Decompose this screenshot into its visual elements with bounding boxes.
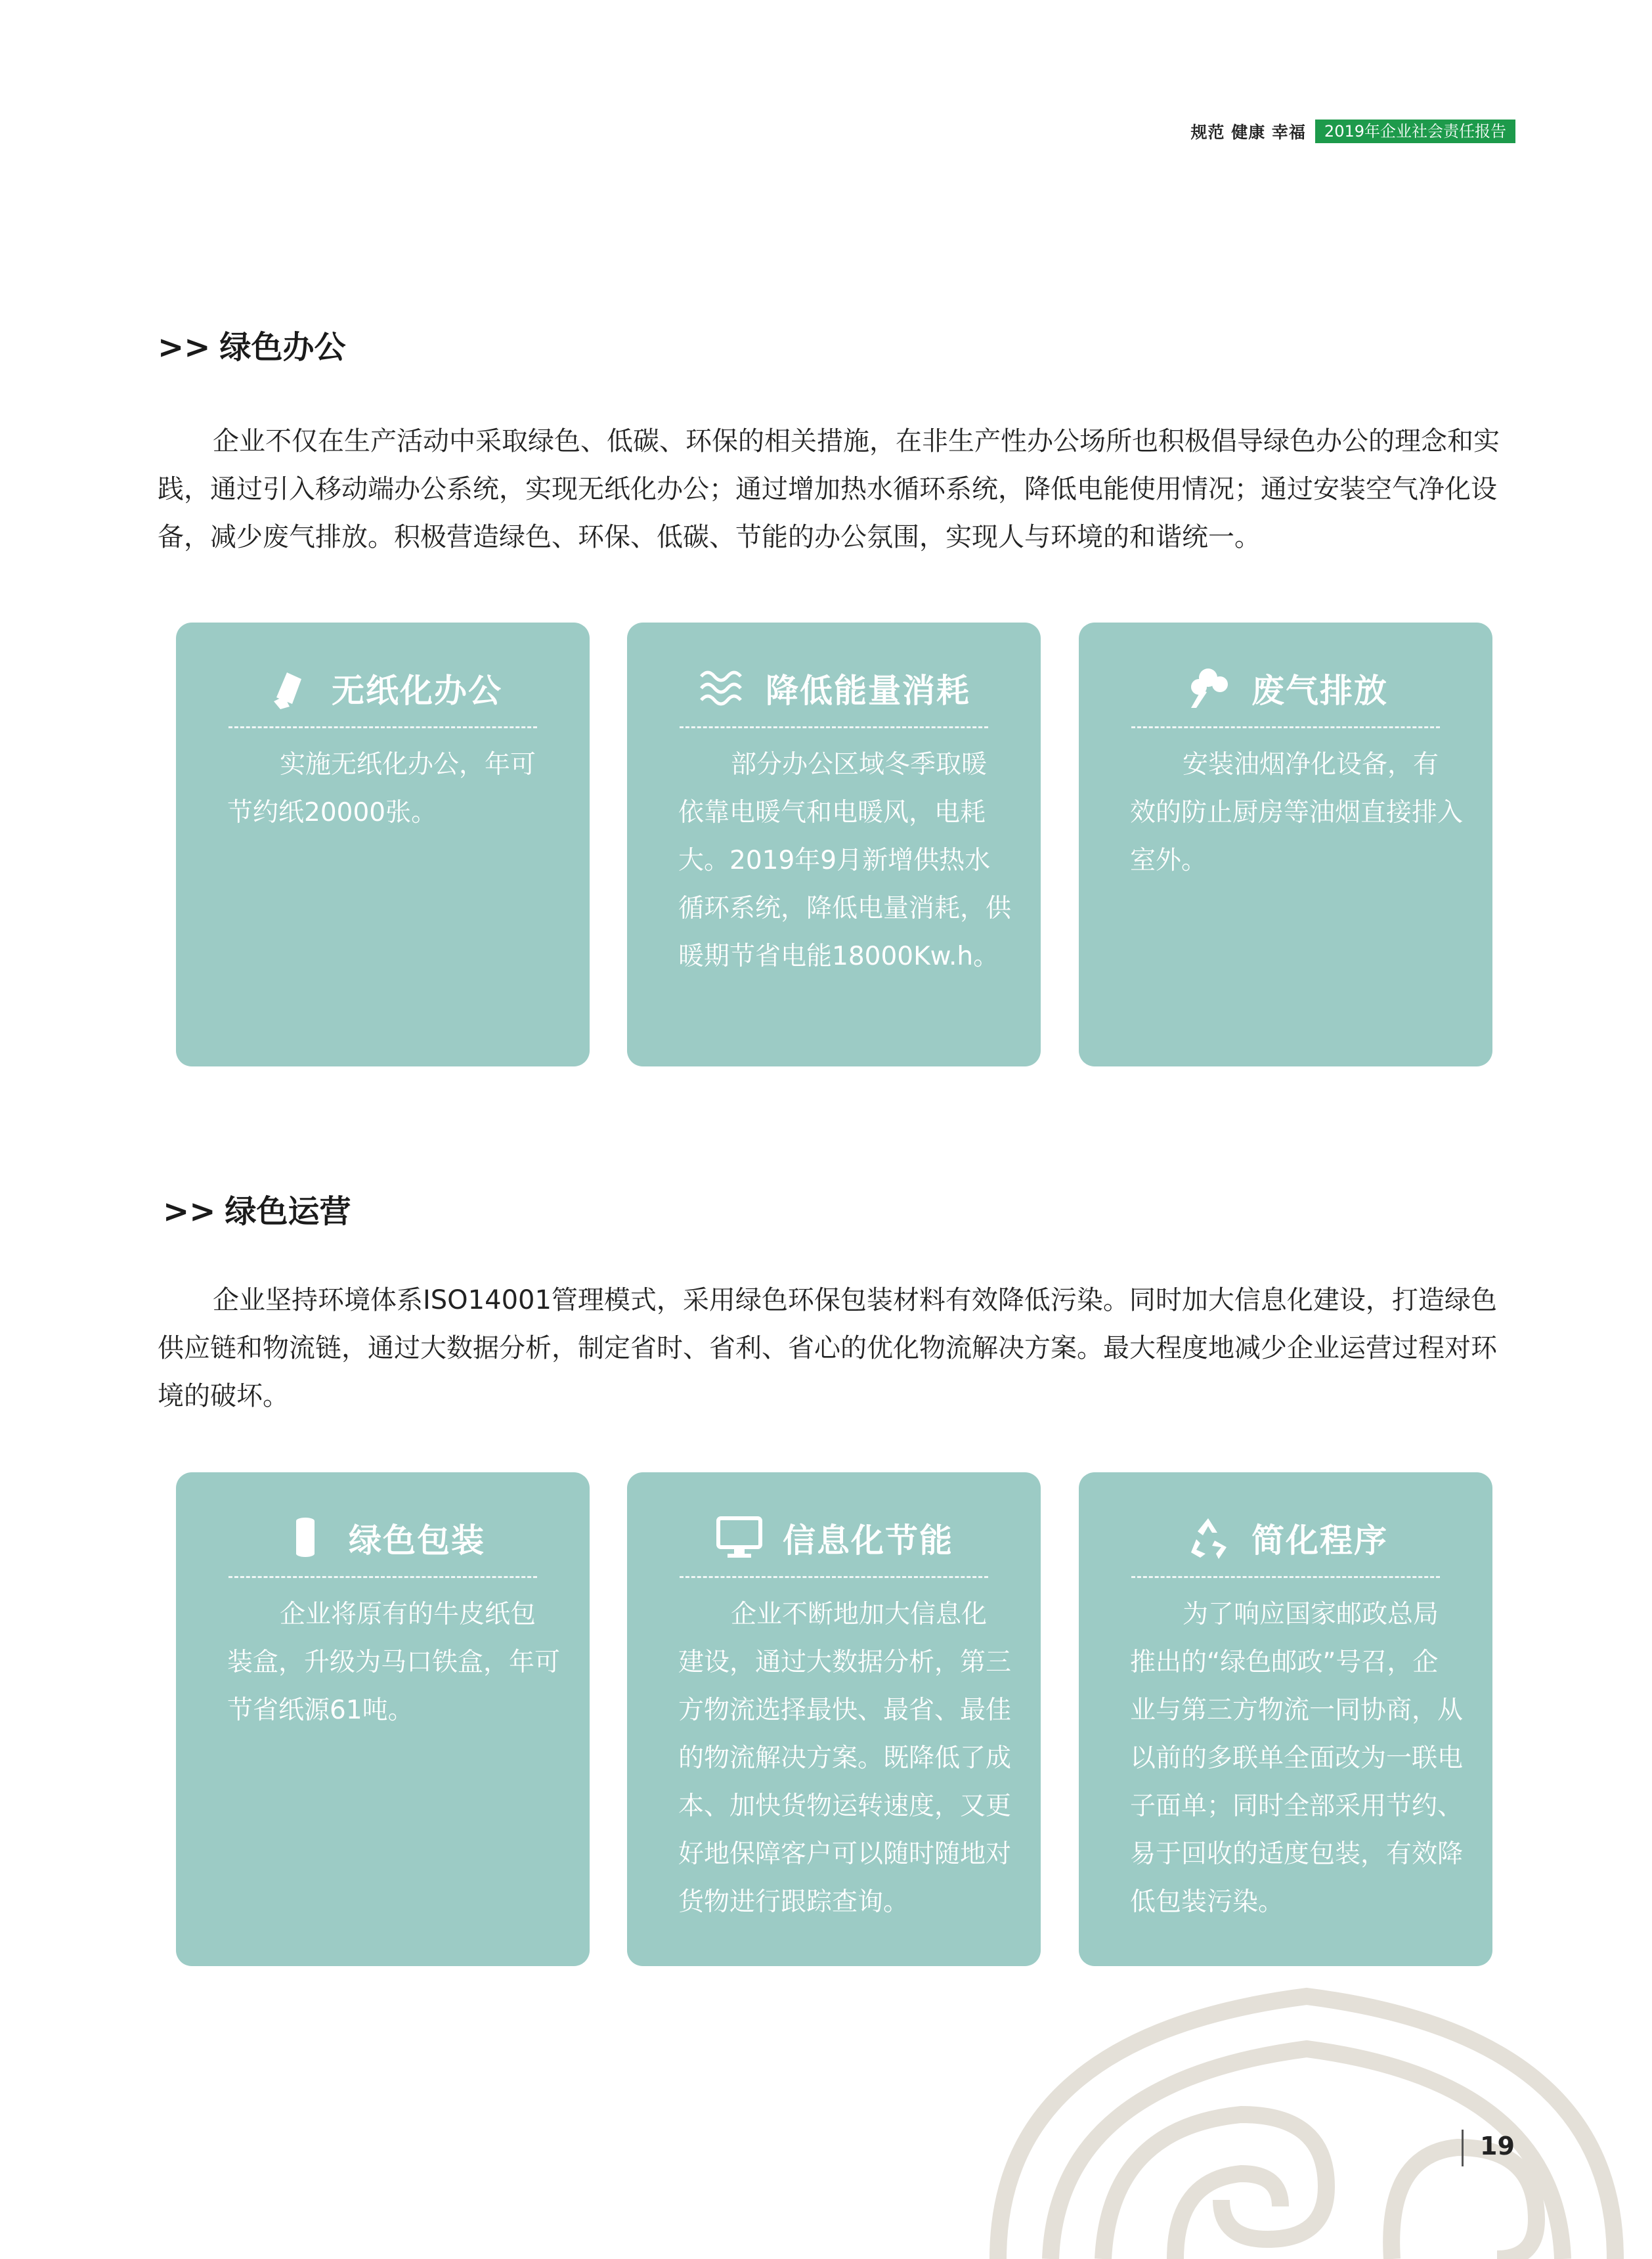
card-reduce-energy [627, 623, 1041, 1066]
card-green-packaging [176, 1472, 590, 1966]
paper-icon [263, 663, 313, 713]
card-text: 企业不断地加大信息化建设，通过大数据分析，第三方物流选择最快、最省、最佳的物流解决方案。既降低了成本、加快货物运转速度，又更好地保障客户可以随时随地对货物进行跟踪查询。 [678, 1600, 1012, 1917]
card-divider [1131, 1576, 1440, 1578]
card-divider [228, 1576, 537, 1578]
green-operation-paragraph: 企业坚持环境体系ISO14001管理模式，采用绿色环保包装材料有效降低污染。同时加大信息化建设，打造绿色供应链和物流链，通过大数据分析，制定省时、省利、省心的优化物流解决方案。最大程度地减少企业运营过程对环境的破坏。 [158, 1285, 1497, 1411]
section-title-text: 绿色办公 [219, 329, 346, 366]
recycle-icon [1183, 1513, 1233, 1563]
card-it-energy-saving [627, 1472, 1041, 1966]
card-simplified-process [1079, 1472, 1492, 1966]
header-motto: 规范 健康 幸福 [1190, 123, 1306, 142]
card-title: 简化程序 [1251, 1522, 1388, 1560]
waves-icon [697, 663, 747, 713]
card-text: 实施无纸化办公，年可节约纸20000张。 [227, 750, 536, 827]
header-report-tag: 2019年企业社会责任报告 [1315, 120, 1515, 143]
section-title-green-operation [163, 1186, 351, 1231]
card-divider [228, 726, 537, 728]
green-office-paragraph: 企业不仅在生产活动中采取绿色、低碳、环保的相关措施，在非生产性办公场所也积极倡导绿色办公的理念和实践，通过引入移动端办公系统，实现无纸化办公；通过增加热水循环系统，降低电能使用情况；通过安装空气净化设备，减少废气排放。积极营造绿色、环保、低碳、节能的办公氛围，实现人与环境的和谐统一。 [158, 426, 1500, 552]
card-title: 无纸化办公 [332, 672, 502, 710]
card-text: 为了响应国家邮政总局推出的“绿色邮政”号召，企业与第三方物流一同协商，从以前的多联单全面改为一联电子面单；同时全部采用节约、易于回收的适度包装，有效降低包装污染。 [1130, 1600, 1464, 1917]
card-title: 绿色包装 [349, 1522, 485, 1560]
card-paperless-office [176, 623, 590, 1066]
decorative-cloud-swirl [959, 1957, 1652, 2259]
package-icon [280, 1513, 330, 1563]
section-title-green-office [158, 322, 345, 367]
card-title: 降低能量消耗 [766, 672, 970, 710]
card-divider [1131, 726, 1440, 728]
card-title: 信息化节能 [783, 1522, 953, 1560]
smoke-icon [1183, 663, 1233, 713]
page-number-divider [1462, 2130, 1464, 2166]
page-number: 19 [1480, 2132, 1515, 2160]
section-title-text: 绿色运营 [225, 1193, 351, 1230]
section-arrows: >> [158, 329, 211, 366]
card-text: 部分办公区域冬季取暖依靠电暖气和电暖风，电耗大。2019年9月新增供热水循环系统，降低电量消耗，供暖期节省电能18000Kw.h。 [678, 750, 1012, 971]
card-divider [680, 1576, 988, 1578]
card-text: 安装油烟净化设备，有效的防止厨房等油烟直接排入室外。 [1130, 750, 1464, 875]
monitor-icon [714, 1513, 764, 1563]
card-title: 废气排放 [1251, 672, 1388, 710]
page-header [1191, 120, 1516, 143]
card-divider [680, 726, 988, 728]
card-text: 企业将原有的牛皮纸包装盒，升级为马口铁盒，年可节省纸源61吨。 [227, 1600, 561, 1725]
section-arrows: >> [163, 1193, 216, 1230]
card-exhaust-emission [1079, 623, 1492, 1066]
